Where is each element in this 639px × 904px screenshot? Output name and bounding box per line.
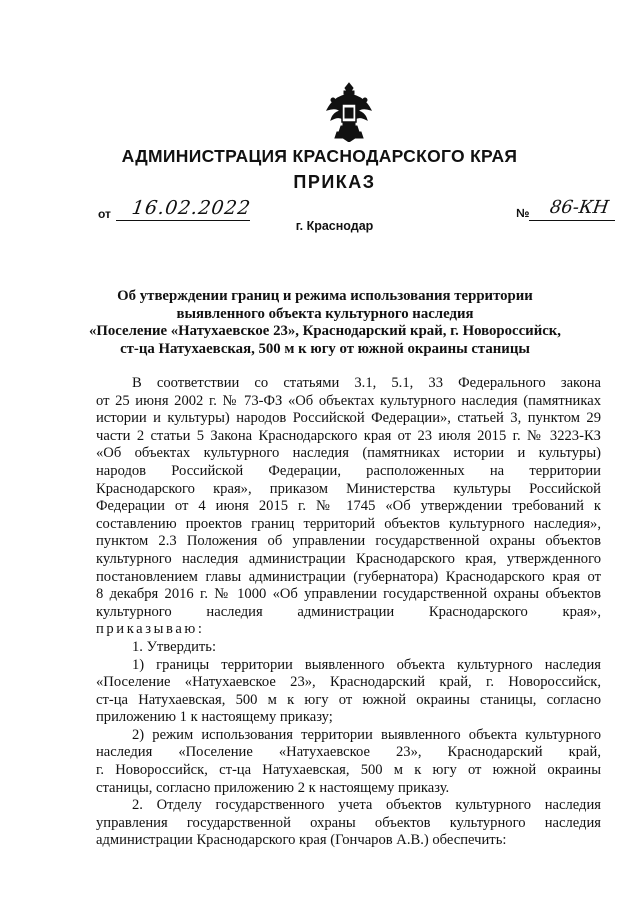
handwritten-date: 16.02.2022 bbox=[130, 197, 253, 219]
number-underline bbox=[529, 220, 615, 221]
issuing-city: г. Краснодар bbox=[295, 219, 374, 233]
body-line: 1) границы территории выявленного объекта культурного наследия bbox=[132, 656, 601, 673]
body-line: 2. Отделу государственного учета объектов культурного наследия bbox=[132, 797, 601, 814]
body-line: станицы, согласно приложению 2 к настоящему приказу. bbox=[96, 779, 450, 796]
body-line: составлению проектов границ территорий объектов культурного наследия», bbox=[96, 515, 601, 532]
body-line: приложению 1 к настоящему приказу; bbox=[96, 709, 333, 726]
coat-of-arms-emblem bbox=[323, 82, 375, 142]
body-line: пунктом 2.3 Положения об управлении государственной охраны объектов bbox=[96, 533, 601, 550]
body-line: 8 декабря 2016 г. № 1000 «Об управлении государственной охраны объектов bbox=[96, 586, 601, 603]
body-line: 1. Утвердить: bbox=[132, 638, 217, 655]
body-line: администрации Краснодарского края (Гончаров А.В.) обеспечить: bbox=[96, 832, 507, 849]
issuing-authority: АДМИНИСТРАЦИЯ КРАСНОДАРСКОГО КРАЯ bbox=[121, 146, 518, 166]
body-line: г. Новороссийск, ст-ца Натухаевская, 500 м к югу от южной окраины bbox=[96, 762, 601, 779]
body-line: В соответствии со статьями 3.1, 5.1, 33 Федерального закона bbox=[132, 375, 601, 391]
title-line: «Поселение «Натухаевское 23», Краснодарский край, г. Новороссийск, bbox=[88, 323, 562, 340]
body-line: культурного наследия администрации Краснодарского края, утвержденного bbox=[96, 550, 601, 567]
body-line: наследия «Поселение «Натухаевское 23», Краснодарский край, bbox=[96, 744, 601, 761]
body-line: части 2 статьи 5 Закона Краснодарского края от 23 июля 2015 г. № 3223-КЗ bbox=[96, 427, 601, 444]
body-line: ст-ца Натухаевская, 500 м к югу от южной окраины станицы, согласно bbox=[96, 691, 601, 708]
body-line: от 25 июня 2002 г. № 73-ФЗ «Об объектах культурного наследия (памятниках bbox=[96, 392, 601, 409]
body-line: приказываю: bbox=[96, 621, 205, 638]
body-line: постановлением главы администрации (губернатора) Краснодарского края от bbox=[96, 568, 601, 585]
body-line: 2) режим использования территории выявленного объекта культурного bbox=[132, 726, 601, 743]
handwritten-number: 86-КН bbox=[548, 197, 611, 218]
body-line: Краснодарского края», приказом Министерства культуры Российской bbox=[96, 480, 601, 497]
body-line: культурного наследия администрации Краснодарского края», bbox=[96, 603, 601, 620]
body-line: «Поселение «Натухаевское 23», Краснодарский край, г. Новороссийск, bbox=[96, 674, 601, 691]
body-line: народов Российской Федерации, расположенных на территории bbox=[96, 462, 601, 479]
body-line: истории и культуры) народов Российской Федерации», статьей 3, пунктом 29 bbox=[96, 410, 601, 427]
order-body bbox=[96, 375, 601, 850]
order-title bbox=[60, 288, 590, 358]
title-line: выявленного объекта культурного наследия bbox=[176, 305, 474, 322]
document-type: ПРИКАЗ bbox=[293, 172, 376, 192]
date-label: от bbox=[98, 207, 111, 221]
body-line: «Об объектах культурного наследия (памятниках истории и культуры) bbox=[96, 445, 601, 462]
number-label: № bbox=[516, 206, 530, 220]
body-line: управления государственной охраны объектов культурного наследия bbox=[96, 814, 601, 831]
title-line: Об утверждении границ и режима использования территории bbox=[117, 288, 533, 304]
title-line: ст-ца Натухаевская, 500 м к югу от южной окраины станицы bbox=[120, 340, 530, 357]
body-line: Федерации от 4 июня 2015 г. № 1745 «Об утверждении требований к bbox=[96, 498, 601, 515]
